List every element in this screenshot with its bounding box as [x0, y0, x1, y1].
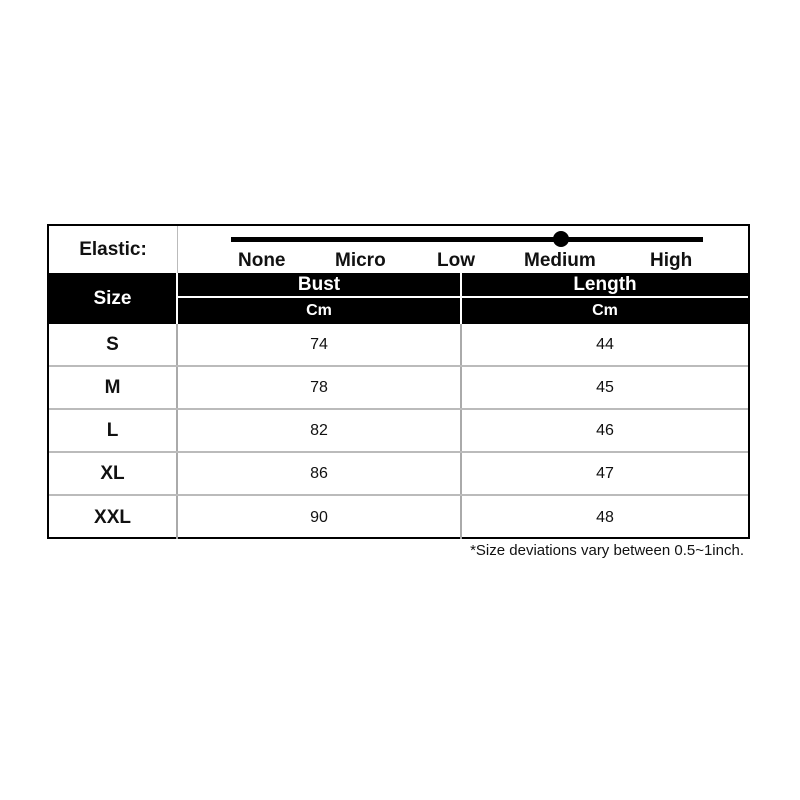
- elastic-option-none: None: [238, 250, 286, 271]
- header-length-unit: Cm: [592, 302, 618, 319]
- header-size: Size: [49, 273, 178, 324]
- length-cell: 46: [596, 421, 614, 439]
- bust-cell: 90: [178, 496, 462, 539]
- elastic-scale-line: [231, 237, 703, 242]
- table-body: [49, 324, 748, 537]
- table-row: [49, 410, 748, 453]
- elastic-label: Elastic:: [49, 226, 178, 273]
- table-row: [49, 324, 748, 367]
- length-cell: 44: [596, 335, 614, 353]
- size-cell: M: [49, 367, 178, 408]
- table-row: [49, 496, 748, 539]
- table-header: [49, 273, 748, 324]
- size-chart: [47, 224, 750, 539]
- bust-cell: 74: [178, 324, 462, 365]
- header-bust-label: Bust: [178, 273, 460, 298]
- bust-cell: 78: [178, 367, 462, 408]
- header-length-label: Length: [462, 273, 748, 298]
- elastic-option-low: Low: [437, 250, 475, 271]
- size-deviation-note: *Size deviations vary between 0.5~1inch.: [470, 542, 744, 559]
- elastic-row: [49, 226, 748, 273]
- header-bust-unit: Cm: [306, 302, 332, 319]
- length-cell: 45: [596, 378, 614, 396]
- elastic-selected-marker: [553, 231, 569, 247]
- table-row: [49, 367, 748, 410]
- table-row: [49, 453, 748, 496]
- length-cell: 48: [596, 508, 614, 526]
- size-cell: S: [49, 324, 178, 365]
- header-length: [462, 273, 748, 324]
- size-cell: XXL: [49, 496, 178, 539]
- elastic-option-high: High: [650, 250, 693, 271]
- bust-cell: 82: [178, 410, 462, 451]
- size-cell: XL: [49, 453, 178, 494]
- elastic-scale: [178, 226, 748, 273]
- size-cell: L: [49, 410, 178, 451]
- elastic-option-medium: Medium: [524, 250, 596, 271]
- length-cell: 47: [596, 464, 614, 482]
- elastic-option-micro: Micro: [335, 250, 386, 271]
- bust-cell: 86: [178, 453, 462, 494]
- header-bust: [178, 273, 462, 324]
